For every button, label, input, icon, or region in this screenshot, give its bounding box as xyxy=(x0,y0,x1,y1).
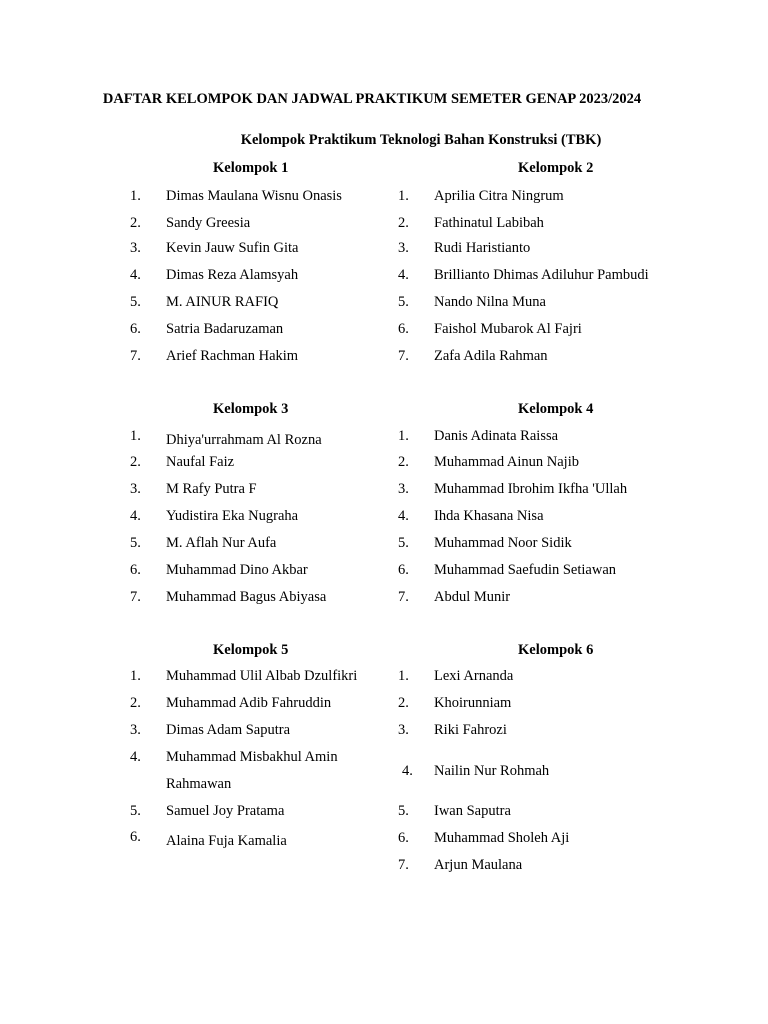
member-name: Sandy Greesia xyxy=(166,215,251,231)
document-title: DAFTAR KELOMPOK DAN JADWAL PRAKTIKUM SEMETER GENAP 2023/2024 xyxy=(102,91,642,107)
member-number: 6. xyxy=(130,562,141,578)
member-number: 1. xyxy=(398,188,409,204)
member-number: 5. xyxy=(130,803,141,819)
member-name: Dhiya'urrahmam Al Rozna xyxy=(166,432,322,448)
member-name: Dimas Maulana Wisnu Onasis xyxy=(166,188,342,204)
member-name: Kevin Jauw Sufin Gita xyxy=(166,240,299,256)
member-number: 4. xyxy=(130,508,141,524)
member-name: Khoirunniam xyxy=(434,695,512,711)
member-number: 3. xyxy=(398,722,409,738)
member-name: Arjun Maulana xyxy=(434,857,523,873)
member-name: Aprilia Citra Ningrum xyxy=(434,188,564,204)
member-name: Yudistira Eka Nugraha xyxy=(166,508,299,524)
member-number: 3. xyxy=(130,481,141,497)
group-title: Kelompok 4 xyxy=(518,401,594,417)
member-name: Muhammad Ainun Najib xyxy=(434,454,579,470)
member-name: Muhammad Bagus Abiyasa xyxy=(166,589,327,605)
member-number: 5. xyxy=(130,294,141,310)
member-number: 7. xyxy=(130,348,141,364)
member-name: Muhammad Dino Akbar xyxy=(166,562,308,578)
member-name: Abdul Munir xyxy=(434,589,511,605)
member-name: Iwan Saputra xyxy=(434,803,511,819)
member-name: M. Aflah Nur Aufa xyxy=(166,535,277,551)
member-number: 4. xyxy=(398,508,409,524)
member-number: 6. xyxy=(130,321,141,337)
member-number: 4. xyxy=(130,749,141,765)
member-number: 3. xyxy=(398,481,409,497)
member-number: 2. xyxy=(398,454,409,470)
member-number: 6. xyxy=(130,829,141,845)
member-number: 2. xyxy=(130,215,141,231)
member-name: Riki Fahrozi xyxy=(434,722,507,738)
member-number: 5. xyxy=(398,294,409,310)
member-number: 7. xyxy=(398,857,409,873)
group-title: Kelompok 3 xyxy=(213,401,289,417)
member-name: Rahmawan xyxy=(166,776,232,792)
member-number: 1. xyxy=(130,188,141,204)
member-name: Lexi Arnanda xyxy=(434,668,514,684)
member-number: 2. xyxy=(130,454,141,470)
member-name: Nando Nilna Muna xyxy=(434,294,546,310)
member-name: Danis Adinata Raissa xyxy=(434,428,559,444)
member-name: Rudi Haristianto xyxy=(434,240,531,256)
member-number: 2. xyxy=(398,215,409,231)
member-number: 7. xyxy=(130,589,141,605)
member-name: Muhammad Saefudin Setiawan xyxy=(434,562,617,578)
member-name: Muhammad Ibrohim Ikfha 'Ullah xyxy=(434,481,628,497)
member-number: 3. xyxy=(398,240,409,256)
member-name: M Rafy Putra F xyxy=(166,481,257,497)
member-number: 7. xyxy=(398,589,409,605)
member-name: Satria Badaruzaman xyxy=(166,321,284,337)
member-name: Arief Rachman Hakim xyxy=(166,348,299,364)
member-name: Ihda Khasana Nisa xyxy=(434,508,544,524)
member-number: 6. xyxy=(398,830,409,846)
member-name: Alaina Fuja Kamalia xyxy=(166,833,287,849)
member-number: 4. xyxy=(398,267,409,283)
member-name: Naufal Faiz xyxy=(166,454,235,470)
member-number: 1. xyxy=(130,668,141,684)
member-name: Muhammad Adib Fahruddin xyxy=(166,695,332,711)
group-title: Kelompok 5 xyxy=(213,642,289,658)
member-name: Muhammad Noor Sidik xyxy=(434,535,572,551)
member-name: Zafa Adila Rahman xyxy=(434,348,548,364)
member-number: 1. xyxy=(130,428,141,444)
member-name: Dimas Adam Saputra xyxy=(166,722,291,738)
member-number: 5. xyxy=(130,535,141,551)
member-number: 4. xyxy=(130,267,141,283)
member-number: 1. xyxy=(398,668,409,684)
group-title: Kelompok 2 xyxy=(518,160,594,176)
member-name: Faishol Mubarok Al Fajri xyxy=(434,321,582,337)
document-subtitle: Kelompok Praktikum Teknologi Bahan Konstruksi (TBK) xyxy=(240,132,602,148)
member-number: 4. xyxy=(402,763,413,779)
member-number: 3. xyxy=(130,240,141,256)
member-number: 7. xyxy=(398,348,409,364)
member-number: 6. xyxy=(398,562,409,578)
member-number: 5. xyxy=(398,535,409,551)
member-name: Dimas Reza Alamsyah xyxy=(166,267,299,283)
member-name: Muhammad Ulil Albab Dzulfikri xyxy=(166,668,358,684)
member-name: Muhammad Misbakhul Amin xyxy=(166,749,338,765)
group-title: Kelompok 6 xyxy=(518,642,594,658)
member-number: 5. xyxy=(398,803,409,819)
member-number: 2. xyxy=(398,695,409,711)
member-number: 2. xyxy=(130,695,141,711)
member-name: Nailin Nur Rohmah xyxy=(434,763,550,779)
member-number: 6. xyxy=(398,321,409,337)
member-number: 3. xyxy=(130,722,141,738)
member-name: Brillianto Dhimas Adiluhur Pambudi xyxy=(434,267,649,283)
member-name: M. AINUR RAFIQ xyxy=(166,294,279,310)
member-number: 1. xyxy=(398,428,409,444)
member-name: Muhammad Sholeh Aji xyxy=(434,830,570,846)
member-name: Samuel Joy Pratama xyxy=(166,803,285,819)
group-title: Kelompok 1 xyxy=(213,160,289,176)
member-name: Fathinatul Labibah xyxy=(434,215,544,231)
